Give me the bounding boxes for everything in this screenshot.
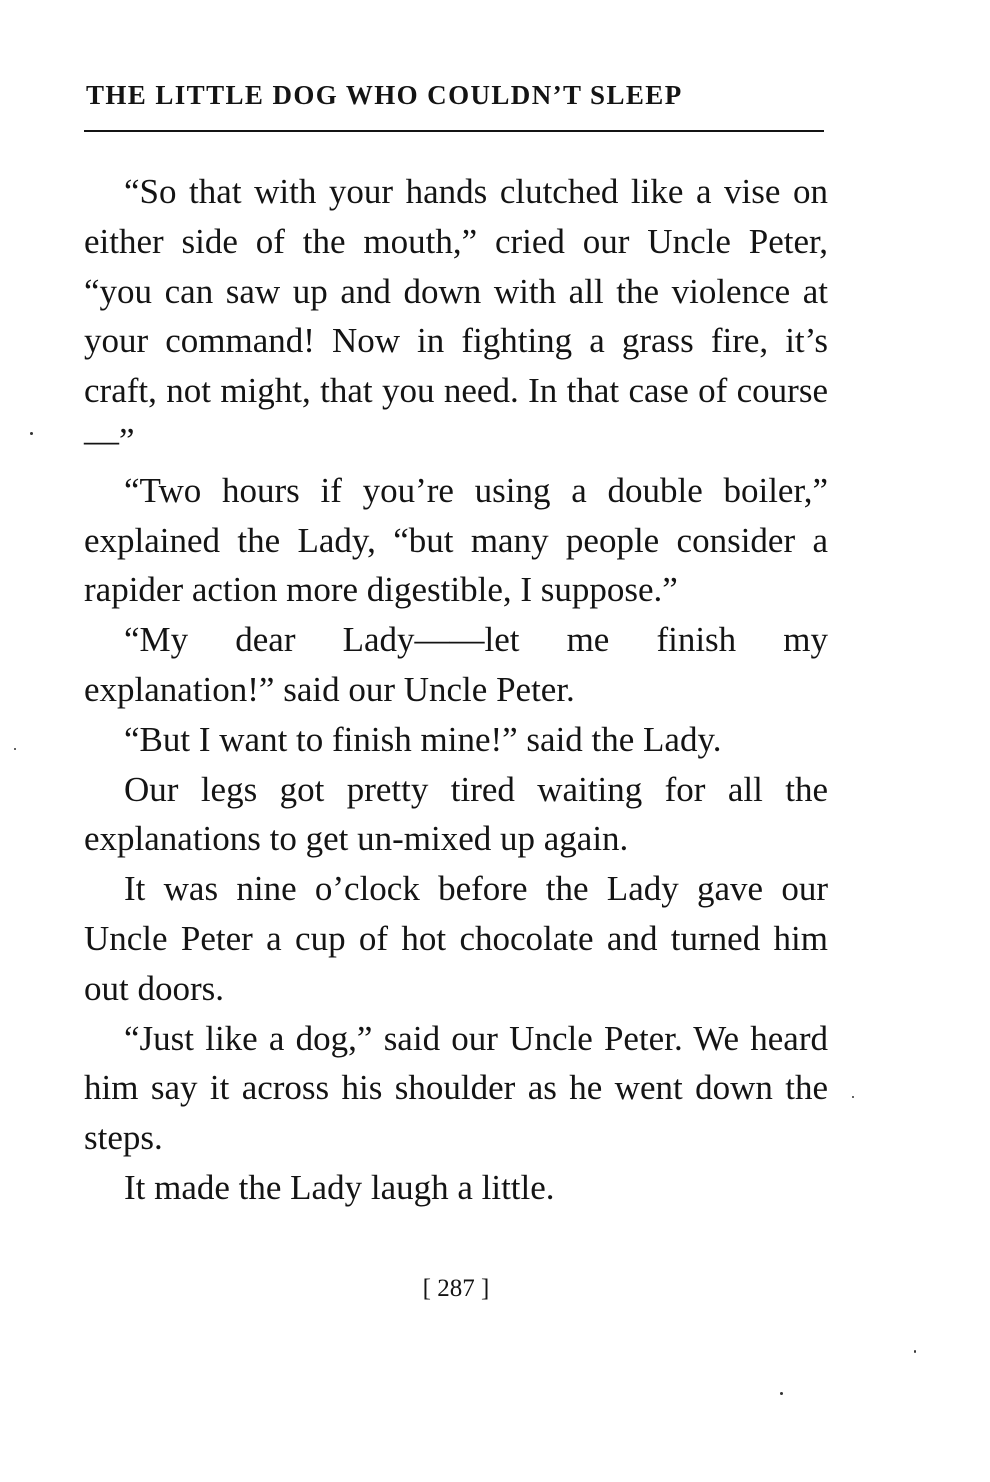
scan-speck <box>30 432 33 435</box>
paragraph: “But I want to finish mine!” said the Lady. <box>124 719 722 759</box>
body-text <box>84 167 828 1213</box>
paragraph: “Just like a dog,” said our Uncle Peter. We heard him say it across his shoulder as he went down the steps. <box>84 1018 828 1158</box>
page-number: [ 287 ] <box>422 1275 490 1302</box>
paragraph: Our legs got pretty tired waiting for all the explanations to get un-mixed up again. <box>84 769 828 859</box>
scan-speck <box>780 1392 783 1395</box>
paragraph: It made the Lady laugh a little. <box>124 1167 555 1207</box>
paragraph: “So that with your hands clutched like a vise on either side of the mouth,” cried our Uncle Peter, “you can saw up and down with all the violence at your command! Now in fighting a grass fire, it’s craft, not might, that you need. In that case of course—” <box>84 172 828 460</box>
header-rule <box>84 130 824 132</box>
scan-speck <box>852 1096 854 1098</box>
paragraph: “Two hours if you’re using a double boiler,” explained the Lady, “but many people consider a rapider action more digestible, I suppose.” <box>84 470 828 610</box>
scan-speck <box>914 1350 916 1353</box>
running-head: THE LITTLE DOG WHO COULDN’T SLEEP <box>86 80 683 110</box>
paragraph: “My dear Lady——let me finish my explanation!” said our Uncle Peter. <box>84 620 828 709</box>
paragraph: It was nine o’clock before the Lady gave our Uncle Peter a cup of hot chocolate and turned him out doors. <box>84 869 828 1008</box>
scan-speck <box>14 748 16 750</box>
